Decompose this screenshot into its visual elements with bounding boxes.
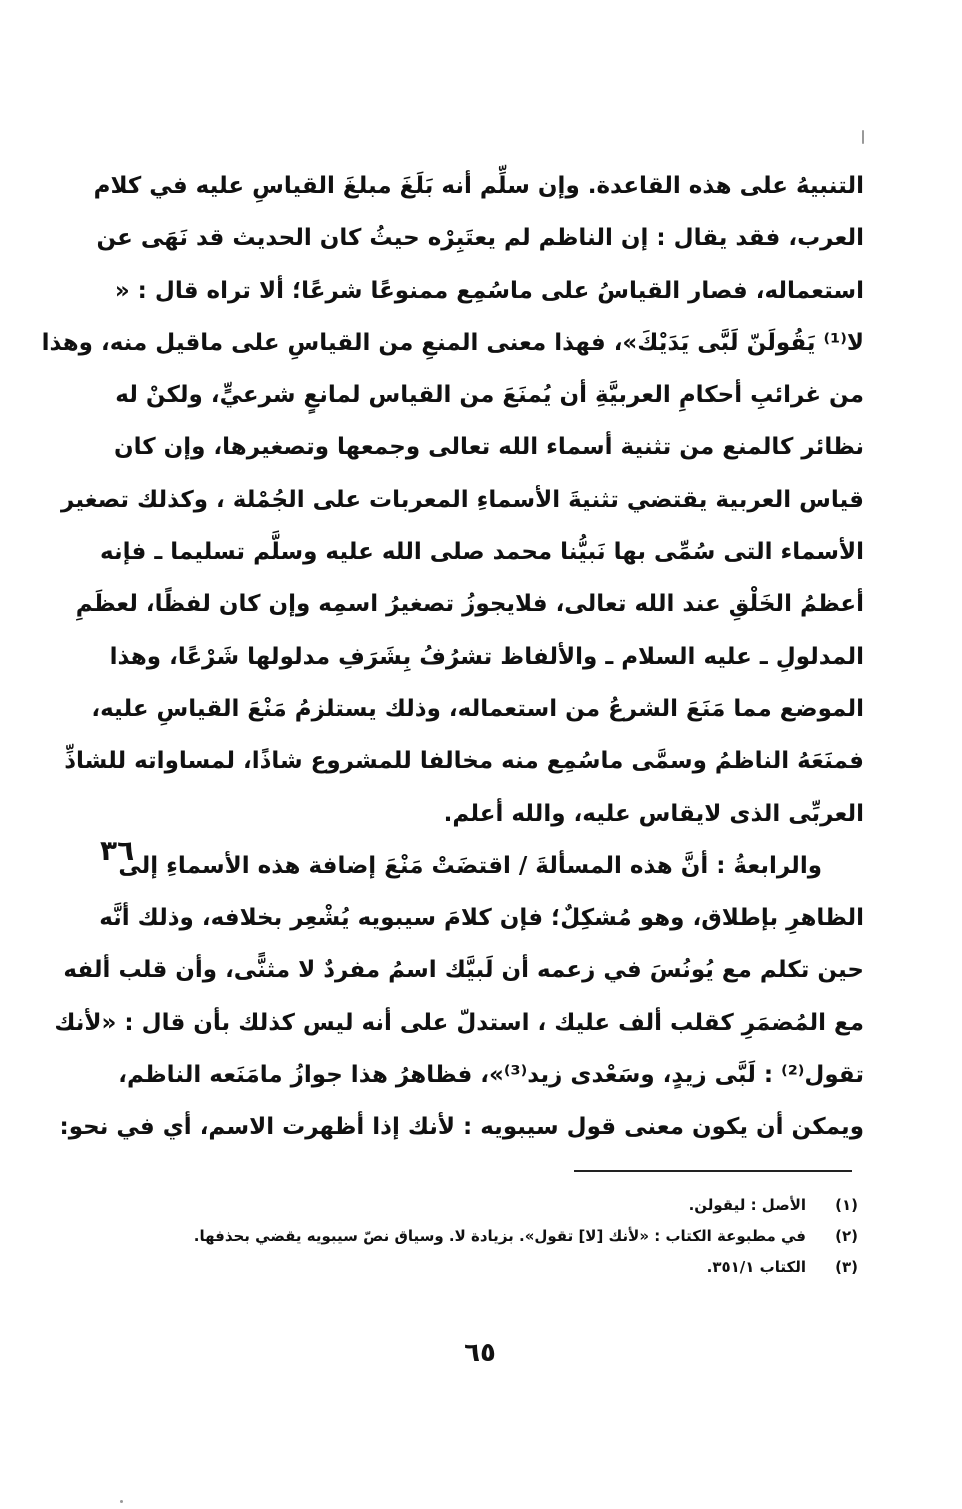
text-line: التنبيهُ على هذه القاعدة. وإن سلِّم أنه بَلَغَ مبلغَ القياسِ عليه في كلام <box>93 173 864 199</box>
footnote-number: (١) <box>835 1196 858 1214</box>
text-line: مع المُضمَرِ كقلب ألف عليك ، استدلّ على أنه ليس كذلك بأن قال : «لأنك <box>54 1009 864 1036</box>
footnote <box>190 1221 858 1252</box>
footnote-number: (٣) <box>835 1258 858 1276</box>
footnote <box>190 1252 858 1283</box>
text-line: والرابعةُ : أنَّ هذه المسألةَ / اقتضَتْ مَنْعَ إضافة هذه الأسماءِ إلى <box>118 852 822 879</box>
text-line: ويمكن أن يكون معنى قول سيبويه : لأنك إذا أظهرت الاسم، أي في نحو: <box>59 1114 864 1141</box>
text-line: قياس العربية يقتضي تثنيةَ الأسماءِ المعربات على الجُمْلة ، وكذلك تصغير <box>61 486 864 513</box>
text-line: لا⁽¹⁾ يَقُولَنّ لَبَّى يَدَيْكَ»، فهذا معنى المنعِ من القياسِ على ماقيل منه، وهذا <box>41 329 864 356</box>
scan-speck <box>120 1500 123 1503</box>
footnotes <box>190 1190 858 1283</box>
text-line: نظائر كالمنع من تثنية أسماء الله تعالى وجمعها وتصغيرها، وإن كان <box>113 434 864 461</box>
text-line: الظاهرِ بإطلاق، وهو مُشكِلٌ؛ فإن كلامَ سيبويه يُشْعِر بخلافه، وذلك أنَّه <box>99 905 864 932</box>
text-line: الأسماء التى سُمِّى بها نَبيُّنا محمد صلى الله عليه وسلَّم تسليما ـ فإنه <box>100 539 864 566</box>
footnote-separator <box>574 1170 852 1172</box>
margin-reference-number: ٣٦ <box>100 834 135 867</box>
text-line: العربِّى الذى لايقاس عليه، والله أعلم. <box>443 800 864 827</box>
text-line: حين تكلم مع يُونُسَ في زعمه أن لَبيَّك اسمُ مفردٌ لا مثنًّى، وأن قلب ألفه <box>63 957 864 984</box>
footnote-text: الكتاب ٣٥١/١. <box>706 1258 806 1276</box>
text-line: الموضع مما مَنَعَ الشرعُ من استعماله، وذلك يستلزمُ مَنْعَ القياسِ عليه، <box>91 695 864 722</box>
footnote <box>190 1190 858 1221</box>
page-number: ٦٥ <box>464 1338 496 1368</box>
text-line: العرب، فقد يقال : إن الناظم لم يعتَبِرْه حيثُ كان الحديث قد نَهَى عن <box>96 225 864 252</box>
footnote-text: الأصل : ليقولن. <box>688 1196 806 1214</box>
text-line: المدلولِ ـ عليه السلام ـ والألفاظ تشرُفُ بِشَرَفِ مدلولها شَرْعًا، وهذا <box>109 643 864 670</box>
text-line: من غرائبِ أحكامِ العربيَّةِ أن يُمنَعَ من القياس لمانعٍ شرعيٍّ، ولكنْ له <box>115 382 864 409</box>
text-line: استعماله، فصار القياسُ على ماسُمِع ممنوعًا شرعًا؛ ألا تراه قال : « <box>114 277 864 304</box>
scan-speck <box>862 130 864 144</box>
text-line: أعظمُ الخَلْقِ عند الله تعالى، فلايجوزُ تصغيرُ اسمِه وإن كان لفظًا، لعظَمِ <box>75 591 864 618</box>
text-line: فمنَعَهُ الناظمُ وسمَّى ماسُمِع منه مخالفا للمشروع شاذًا، لمساواته للشاذِّ <box>64 748 864 775</box>
footnote-text: في مطبوعة الكتاب : «لأنك [لا] تقول». بزيادة لا. وسياق نصّ سيبويه يقضي بحذفها. <box>193 1227 806 1245</box>
text-line: تقول⁽²⁾ : لَبَّى زيدٍ، وسَعْدى زيد⁽³⁾»، فظاهرُ هذا جوازُ مامَنَعه الناظم، <box>118 1062 864 1089</box>
footnote-number: (٢) <box>835 1227 858 1245</box>
